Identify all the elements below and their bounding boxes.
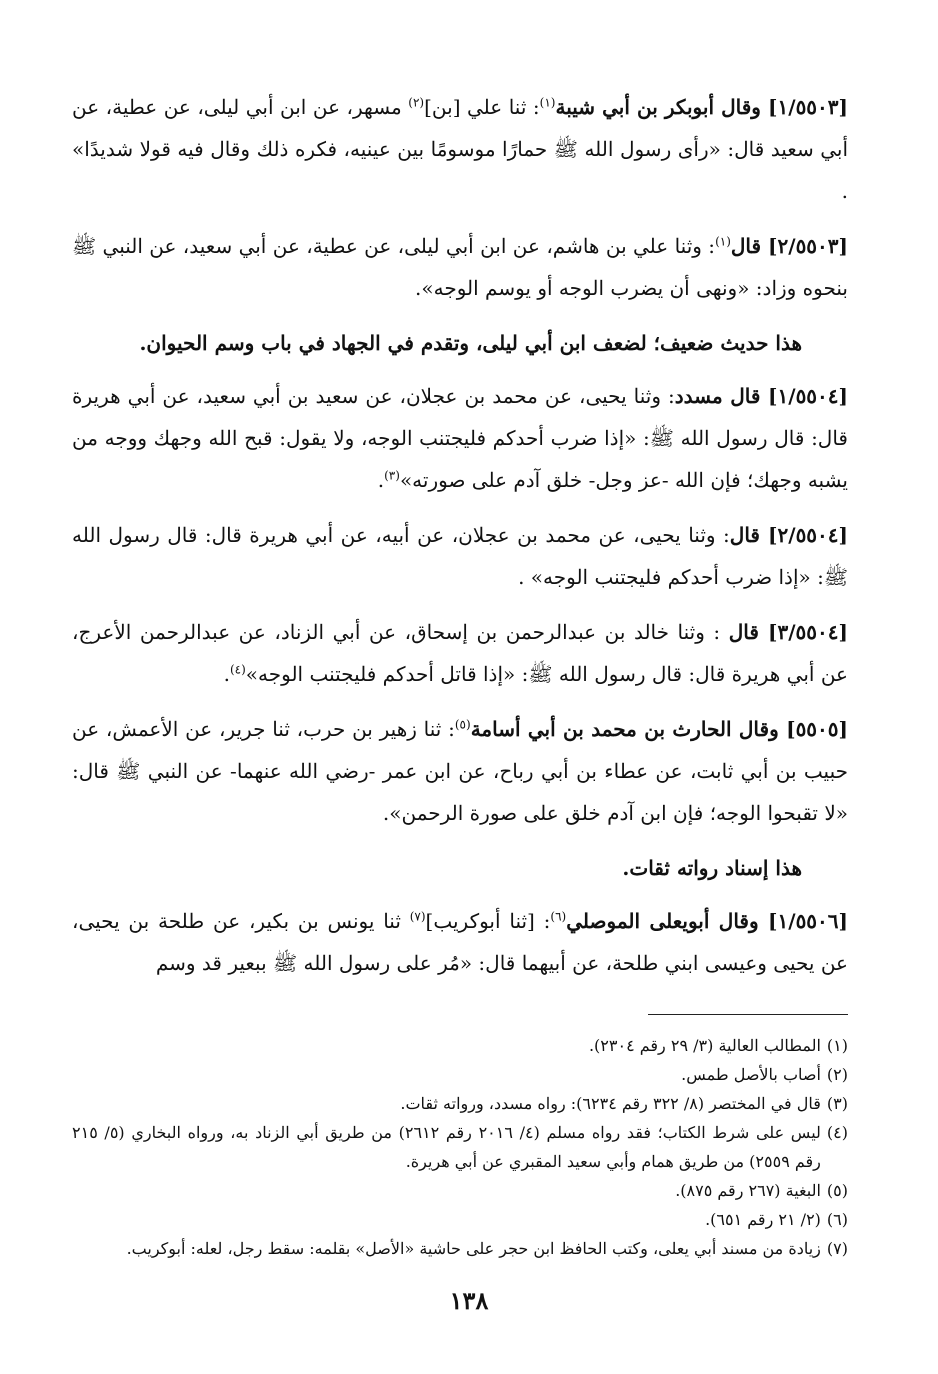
- hadith-number: [١/٥٥٠٦]: [768, 909, 848, 933]
- bold-text: قال: [728, 620, 769, 644]
- bold-text: قال: [730, 234, 769, 258]
- bold-text: هذا حديث ضعيف؛ لضعف ابن أبي ليلى، وتقدم في الجهاد في باب وسم الحيوان.: [139, 331, 802, 355]
- commentary-paragraph: [72, 847, 848, 889]
- text-segment: ثنا يونس بن بكير، عن طلحة بن يحيى، عن يحيى وعيسى ابني طلحة، عن أبيهما قال: «مُر على رسول الله ﷺ ببعير قد وسم: [72, 909, 848, 975]
- footnote-number: (٦): [826, 1210, 848, 1229]
- hadith-paragraph: [72, 86, 848, 212]
- text-segment: : ثنا علي [بن]: [424, 95, 540, 119]
- footnote-text: ليس على شرط الكتاب؛ فقد رواه مسلم (٤/ ٢٠١٦ رقم ٢٦١٢) من طريق أبي الزناد به، ورواه البخاري (٥/ ٢١٥ رقم ٢٥٥٩) من طريق همام وأبي سعيد المقبري عن أبي هريرة.: [72, 1123, 821, 1171]
- text-segment: .: [377, 468, 385, 492]
- footnote-marker: (١): [539, 95, 556, 110]
- footnote-text: قال في المختصر (٨/ ٣٢٢ رقم ٦٢٣٤): رواه مسدد، ورواته ثقات.: [400, 1094, 821, 1113]
- text-segment: : وثنا خالد بن عبدالرحمن بن إسحاق، عن أبي الزناد، عن عبدالرحمن الأعرج، عن أبي هريرة قال: قال رسول الله ﷺ: «إذا قاتل أحدكم فليجتنب الوجه»: [72, 620, 848, 686]
- text-segment: : وثنا يحيى، عن محمد بن عجلان، عن أبيه، عن أبي هريرة قال: قال رسول الله ﷺ: «إذا ضرب أحدكم فليجتنب الوجه» .: [72, 523, 848, 589]
- footnote: [72, 1176, 848, 1205]
- footnote-number: (٧): [826, 1239, 848, 1258]
- footnote-number: (٣): [826, 1094, 848, 1113]
- footnote-text: البغية (٢٦٧ رقم ٨٧٥).: [675, 1181, 821, 1200]
- footnote-marker: (١): [715, 234, 731, 249]
- footnote-number: (١): [826, 1036, 848, 1055]
- footnotes: [72, 1031, 848, 1263]
- footnote: [72, 1060, 848, 1089]
- bold-text: وقال الحارث بن محمد بن أبي أسامة: [470, 717, 787, 741]
- footnote-text: المطالب العالية (٣/ ٢٩ رقم ٢٣٠٤).: [588, 1036, 821, 1055]
- text-segment: : وثنا علي بن هاشم، عن ابن أبي ليلى، عن عطية، عن أبي سعيد، عن النبي ﷺ بنحوه وزاد: «ونهى أن يضرب الوجه أو يوسم الوجه».: [72, 234, 848, 300]
- bold-text: وقال أبوبكر بن أبي شيبة: [555, 95, 769, 119]
- hadith-paragraph: [72, 514, 848, 598]
- text-segment: : [ثنا أبوكريب]: [425, 909, 551, 933]
- footnote-marker: (٥): [454, 717, 471, 732]
- hadith-paragraph: [72, 708, 848, 834]
- footnote-marker: (٧): [409, 909, 426, 924]
- footnote-text: (٢/ ٢١ رقم ٦٥١).: [705, 1210, 821, 1229]
- footnote-number: (٥): [826, 1181, 848, 1200]
- bold-text: قال مسدد: [674, 384, 769, 408]
- hadith-paragraph: [72, 375, 848, 501]
- page-number: ١٣٨: [449, 1286, 489, 1315]
- hadith-number: [١/٥٥٠٣]: [768, 95, 848, 119]
- hadith-number: [٣/٥٥٠٤]: [768, 620, 848, 644]
- footnote-number: (٤): [826, 1123, 848, 1142]
- text-segment: مسهر، عن ابن أبي ليلى، عن عطية، عن أبي سعيد قال: «رأى رسول الله ﷺ حمارًا موسومًا بين عينيه، فكره ذلك وقال فيه قولا شديدًا» .: [72, 95, 848, 203]
- hadith-paragraph: [72, 611, 848, 695]
- hadith-number: [١/٥٥٠٤]: [768, 384, 848, 408]
- hadith-paragraph: [72, 900, 848, 984]
- footnote-text: زيادة من مسند أبي يعلى، وكتب الحافظ ابن حجر على حاشية «الأصل» بقلمه: سقط رجل، لعله: أبوكريب.: [126, 1239, 821, 1258]
- footnote: [72, 1205, 848, 1234]
- footnote: [72, 1118, 848, 1176]
- hadith-number: [٢/٥٥٠٤]: [768, 523, 848, 547]
- text-segment: : وثنا يحيى، عن محمد بن عجلان، عن سعيد بن أبي سعيد، عن أبي هريرة قال: قال رسول الله ﷺ: «إذا ضرب أحدكم فليجتنب الوجه، ولا يقول: قبح الله وجهك ووجه من يشبه وجهك؛ فإن الله -عز وجل- خلق آدم على صورته»: [72, 384, 848, 492]
- bold-text: وقال أبويعلى الموصلي: [566, 909, 769, 933]
- footnote: [72, 1031, 848, 1060]
- footnote-text: أصاب بالأصل طمس.: [681, 1065, 821, 1084]
- bold-text: قال: [729, 523, 769, 547]
- footnote-number: (٢): [826, 1065, 848, 1084]
- footnote-marker: (٣): [384, 468, 400, 483]
- main-text: [72, 86, 848, 984]
- bold-text: هذا إسناد رواته ثقات.: [622, 856, 802, 880]
- footnote: [72, 1089, 848, 1118]
- text-segment: : ثنا زهير بن حرب، ثنا جرير، عن الأعمش، عن حبيب بن أبي ثابت، عن عطاء بن أبي رباح، عن ابن عمر -رضي الله عنهما- عن النبي ﷺ قال: «لا تقبحوا الوجه؛ فإن ابن آدم خلق على صورة الرحمن».: [72, 717, 848, 825]
- hadith-paragraph: [72, 225, 848, 309]
- footnote-separator: [648, 1014, 848, 1015]
- text-segment: .: [223, 662, 230, 686]
- hadith-number: [٢/٥٥٠٣]: [768, 234, 848, 258]
- footnote-marker: (٦): [550, 909, 567, 924]
- footnote-marker: (٤): [229, 662, 246, 677]
- commentary-paragraph: [72, 322, 848, 364]
- footnote-marker: (٢): [408, 95, 425, 110]
- footnote: [72, 1234, 848, 1263]
- hadith-number: [٥٥٠٥]: [786, 717, 848, 741]
